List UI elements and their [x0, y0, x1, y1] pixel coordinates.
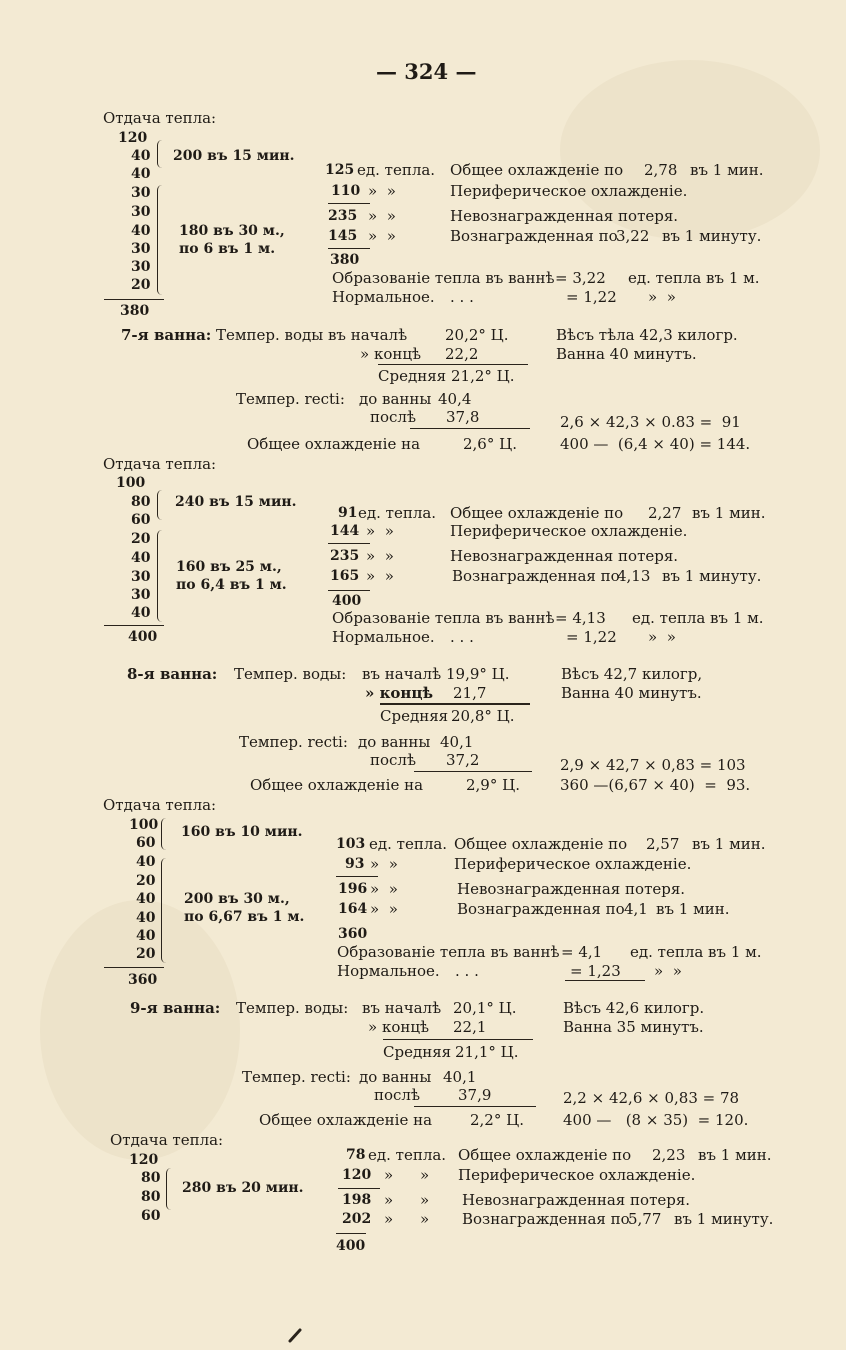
total-cooling-label: Общее охлажденіе на: [250, 776, 424, 794]
heat-value: 40: [136, 891, 156, 907]
bath-title: 8-я ванна:: [127, 665, 218, 683]
heat-units: 235: [330, 548, 360, 564]
ditto-mark: »: [420, 1166, 430, 1184]
heat-value: 30: [131, 185, 151, 201]
sum-rule: [378, 364, 528, 365]
general-cooling-label: Общее охлажденіе по: [450, 161, 624, 179]
per-minute-label: въ 1 мин.: [692, 504, 766, 522]
body-weight: Вѣсъ 42,6 килогр.: [563, 999, 705, 1017]
interval-note: по 6 въ 1 м.: [179, 241, 276, 257]
bath-duration: Ванна 40 минутъ.: [561, 684, 702, 702]
ditto-mark: »: [420, 1210, 430, 1228]
rate-value: 2,78: [644, 161, 678, 179]
total-cooling-label: Общее охлажденіе на: [247, 435, 421, 453]
heat-value: 80: [131, 494, 151, 510]
sum-rule: [328, 590, 370, 591]
heat-value: 30: [131, 204, 151, 220]
heat-output-label: Отдача тепла:: [110, 1131, 224, 1149]
total-cooling-value: 2,6° Ц.: [463, 435, 517, 453]
brace: [157, 490, 162, 520]
mean-temp: 21,1° Ц.: [455, 1043, 519, 1061]
dot-leader: . . .: [450, 628, 474, 646]
peripheral-cooling-label: Периферическое охлажденіе.: [450, 522, 688, 540]
heat-value: 60: [131, 512, 151, 528]
before-bath-label: до ванны: [358, 733, 431, 751]
ditto-marks: » »: [368, 207, 396, 225]
end-temp: 22,1: [453, 1018, 487, 1036]
uncompensated-loss-label: Невознагражденная потеря.: [457, 880, 686, 898]
peripheral-cooling-label: Периферическое охлажденіе.: [450, 182, 688, 200]
interval-note: 180 въ 30 м.,: [179, 223, 285, 239]
heat-value: 30: [131, 259, 151, 275]
heat-units: 202: [342, 1211, 372, 1227]
per-minute-label: въ 1 мин.: [692, 835, 766, 853]
start-temp: 20,1° Ц.: [453, 999, 517, 1017]
mean-temp: 20,8° Ц.: [451, 707, 515, 725]
rectal-after: 37,2: [446, 751, 480, 769]
before-bath-label: до ванны: [359, 1068, 432, 1086]
bath-title: 9-я ванна:: [130, 999, 221, 1017]
after-label: послѣ: [370, 751, 417, 769]
heat-units-label: ед. тепла.: [369, 835, 448, 853]
bath-duration: Ванна 35 минутъ.: [563, 1018, 704, 1036]
heat-units: 120: [342, 1167, 372, 1183]
sum-rule: [414, 1106, 536, 1107]
interval-note: по 6,4 въ 1 м.: [176, 577, 287, 593]
heat-units-per-minute: ед. тепла въ 1 м.: [630, 943, 762, 961]
heat-value: 30: [131, 241, 151, 257]
start-temp: 19,9° Ц.: [446, 665, 510, 683]
sum-rule: [104, 967, 164, 968]
total-cooling-value: 2,9° Ц.: [466, 776, 520, 794]
ink-mark: [286, 1325, 306, 1345]
sum-rule: [414, 771, 532, 772]
heat-value: 60: [136, 835, 156, 851]
heat-total: 400: [332, 593, 362, 609]
per-minute-label: въ 1 минуту.: [662, 567, 762, 585]
heat-total: 400: [336, 1238, 366, 1254]
heat-value: 40: [131, 223, 151, 239]
rate-value: 5,77: [628, 1210, 662, 1228]
ditto-marks: » »: [368, 182, 396, 200]
brace: [157, 530, 162, 622]
rectal-before: 40,1: [443, 1068, 477, 1086]
start-temp: 20,2° Ц.: [445, 326, 509, 344]
sum-rule: [328, 248, 370, 249]
sum-rule: [104, 625, 164, 626]
rectal-before: 40,4: [438, 390, 472, 408]
end-temp: 21,7: [453, 684, 487, 702]
bath-title: 7-я ванна:: [121, 326, 212, 344]
ditto-marks: » »: [368, 227, 396, 245]
start-label: въ началѣ: [362, 999, 442, 1017]
heat-value: 30: [131, 587, 151, 603]
calculation: 360 —(6,67 × 40) = 93.: [560, 776, 751, 794]
ditto-mark: »: [384, 1210, 394, 1228]
heat-value: 40: [136, 854, 156, 870]
normal-label: Нормальное.: [332, 288, 435, 306]
heat-units: 196: [338, 881, 368, 897]
heat-value: 120: [118, 130, 148, 146]
heat-units: 144: [330, 523, 360, 539]
heat-production-label: Образованіе тепла въ ваннѣ: [337, 943, 560, 961]
ditto-marks: » »: [370, 900, 398, 918]
bath-duration: Ванна 40 минутъ.: [556, 345, 697, 363]
per-minute-label: въ 1 мин.: [698, 1146, 772, 1164]
heat-production-label: Образованіе тепла въ ваннѣ: [332, 609, 555, 627]
heat-units: 235: [328, 208, 358, 224]
rectal-temp-label: Темпер. recti:: [239, 733, 348, 751]
heat-value: 40: [136, 910, 156, 926]
rate-value: 3,22: [616, 227, 650, 245]
brace: [166, 1168, 171, 1210]
heat-value: 40: [131, 166, 151, 182]
heat-value: 100: [129, 817, 159, 833]
start-label: въ началѣ: [362, 665, 442, 683]
heat-value: 20: [131, 277, 151, 293]
rectal-after: 37,9: [458, 1086, 492, 1104]
heat-units-per-minute: ед. тепла въ 1 м.: [632, 609, 764, 627]
page-number: — 324 —: [376, 59, 477, 84]
end-temp: 22,2: [445, 345, 479, 363]
body-weight: Вѣсъ тѣла 42,3 килогр.: [556, 326, 738, 344]
rate-value: 4,13: [617, 567, 651, 585]
interval-note: 160 въ 25 м.,: [176, 559, 282, 575]
per-minute-label: въ 1 минуту.: [662, 227, 762, 245]
calculation: 400 — (8 × 35) = 120.: [563, 1111, 749, 1129]
rectal-temp-label: Темпер. recti:: [242, 1068, 351, 1086]
ditto-marks: » »: [370, 880, 398, 898]
heat-units-label: ед. тепла.: [357, 161, 436, 179]
calculation: 400 — (6,4 × 40) = 144.: [560, 435, 751, 453]
rectal-after: 37,8: [446, 408, 480, 426]
heat-units: 93: [345, 856, 365, 872]
heat-units: 165: [330, 568, 360, 584]
sum-rule: [336, 1233, 366, 1234]
heat-value: 80: [141, 1189, 161, 1205]
ditto-mark: »: [384, 1191, 394, 1209]
ditto-marks: » »: [370, 855, 398, 873]
uncompensated-loss-label: Невознагражденная потеря.: [462, 1191, 691, 1209]
normal-label: Нормальное.: [332, 628, 435, 646]
general-cooling-label: Общее охлажденіе по: [458, 1146, 632, 1164]
heat-production-value: = 3,22: [555, 269, 606, 287]
calculation: 2,9 × 42,7 × 0,83 = 103: [560, 756, 746, 774]
after-label: послѣ: [370, 408, 417, 426]
sum-rule: [328, 203, 370, 204]
heat-units-label: ед. тепла.: [368, 1146, 447, 1164]
interval-note: 200 въ 15 мин.: [173, 148, 295, 164]
rectal-temp-label: Темпер. recti:: [236, 390, 345, 408]
heat-units: 198: [342, 1192, 372, 1208]
interval-note: 280 въ 20 мин.: [182, 1180, 304, 1196]
water-temp-label: Темпер. воды:: [236, 999, 349, 1017]
normal-value: = 1,22: [566, 288, 617, 306]
heat-units: 91: [338, 505, 358, 521]
rate-value: 2,57: [646, 835, 680, 853]
uncompensated-loss-label: Невознагражденная потеря.: [450, 547, 679, 565]
heat-output-label: Отдача тепла:: [103, 796, 217, 814]
heat-value: 20: [136, 946, 156, 962]
total-cooling-label: Общее охлажденіе на: [259, 1111, 433, 1129]
heat-output-label: Отдача тепла:: [103, 455, 217, 473]
sum-rule: [338, 1188, 380, 1189]
ditto-marks: » »: [648, 288, 676, 306]
heat-units: 125: [325, 162, 355, 178]
mean-temp: 21,2° Ц.: [451, 367, 515, 385]
calculation: 2,6 × 42,3 × 0.83 = 91: [560, 413, 741, 431]
heat-value: 20: [136, 873, 156, 889]
water-temp-label: Темпер. воды въ началѣ: [216, 326, 408, 344]
heat-output-label: Отдача тепла:: [103, 109, 217, 127]
brace: [157, 185, 162, 295]
heat-total: 360: [338, 926, 368, 942]
compensated-label: Вознагражденная по: [457, 900, 625, 918]
normal-value: = 1,22: [566, 628, 617, 646]
ditto-marks: » »: [366, 547, 394, 565]
per-minute-label: въ 1 мин.: [690, 161, 764, 179]
mean-label: Средняя: [383, 1043, 452, 1061]
total-cooling-value: 2,2° Ц.: [470, 1111, 524, 1129]
end-label: » концѣ: [365, 684, 434, 702]
uncompensated-loss-label: Невознагражденная потеря.: [450, 207, 679, 225]
interval-note: 200 въ 30 м.,: [184, 891, 290, 907]
brace: [161, 818, 166, 850]
water-temp-label: Темпер. воды:: [234, 665, 347, 683]
heat-value: 20: [131, 531, 151, 547]
ditto-marks: » »: [648, 628, 676, 646]
heat-value: 40: [131, 148, 151, 164]
sum-rule: [410, 428, 530, 429]
rate-value: 2,23: [652, 1146, 686, 1164]
heat-total: 360: [128, 972, 158, 988]
heat-units-label: ед. тепла.: [358, 504, 437, 522]
heat-total: 400: [128, 629, 158, 645]
heat-units: 103: [336, 836, 366, 852]
dot-leader: . . .: [450, 288, 474, 306]
heat-production-value: = 4,13: [555, 609, 606, 627]
per-minute-label: въ 1 минуту.: [674, 1210, 774, 1228]
interval-note: 160 въ 10 мин.: [181, 824, 303, 840]
ditto-marks: » »: [654, 962, 682, 980]
rate-value: 4,1: [624, 900, 648, 918]
heat-production-label: Образованіе тепла въ ваннѣ: [332, 269, 555, 287]
heat-units: 164: [338, 901, 368, 917]
mean-label: Средняя: [378, 367, 447, 385]
heat-units: 78: [346, 1147, 366, 1163]
heat-total: 380: [330, 252, 360, 268]
end-label: » концѣ: [360, 345, 422, 363]
sum-rule: [380, 703, 530, 705]
interval-note: по 6,67 въ 1 м.: [184, 909, 305, 925]
heat-units-per-minute: ед. тепла въ 1 м.: [628, 269, 760, 287]
per-minute-label: въ 1 мин.: [656, 900, 730, 918]
ditto-mark: »: [384, 1166, 394, 1184]
heat-production-value: = 4,1: [561, 943, 603, 961]
after-label: послѣ: [374, 1086, 421, 1104]
normal-value: = 1,23: [570, 962, 621, 980]
heat-total: 380: [120, 303, 150, 319]
end-label: » концѣ: [368, 1018, 430, 1036]
dot-leader: . . .: [455, 962, 479, 980]
heat-value: 120: [129, 1152, 159, 1168]
heat-value: 100: [116, 475, 146, 491]
peripheral-cooling-label: Периферическое охлажденіе.: [454, 855, 692, 873]
peripheral-cooling-label: Периферическое охлажденіе.: [458, 1166, 696, 1184]
heat-units: 145: [328, 228, 358, 244]
ditto-marks: » »: [366, 522, 394, 540]
body-weight: Вѣсъ 42,7 килогр,: [561, 665, 703, 683]
compensated-label: Вознагражденная по: [450, 227, 618, 245]
calculation: 2,2 × 42,6 × 0,83 = 78: [563, 1089, 740, 1107]
ditto-marks: » »: [366, 567, 394, 585]
sum-rule: [104, 299, 164, 300]
sum-rule: [328, 543, 370, 544]
rectal-before: 40,1: [440, 733, 474, 751]
heat-value: 30: [131, 569, 151, 585]
interval-note: 240 въ 15 мин.: [175, 494, 297, 510]
rate-value: 2,27: [648, 504, 682, 522]
normal-label: Нормальное.: [337, 962, 440, 980]
compensated-label: Вознагражденная по: [452, 567, 620, 585]
brace: [161, 858, 166, 963]
heat-value: 40: [131, 550, 151, 566]
general-cooling-label: Общее охлажденіе по: [454, 835, 628, 853]
heat-value: 60: [141, 1208, 161, 1224]
before-bath-label: до ванны: [359, 390, 432, 408]
sum-rule: [336, 876, 378, 877]
sum-rule: [383, 1039, 533, 1040]
heat-units: 110: [331, 183, 361, 199]
heat-value: 40: [136, 928, 156, 944]
heat-value: 40: [131, 605, 151, 621]
mean-label: Средняя: [380, 707, 449, 725]
ditto-mark: »: [420, 1191, 430, 1209]
compensated-label: Вознагражденная по: [462, 1210, 630, 1228]
brace: [157, 140, 162, 168]
general-cooling-label: Общее охлажденіе по: [450, 504, 624, 522]
heat-value: 80: [141, 1170, 161, 1186]
sum-rule: [565, 980, 645, 981]
